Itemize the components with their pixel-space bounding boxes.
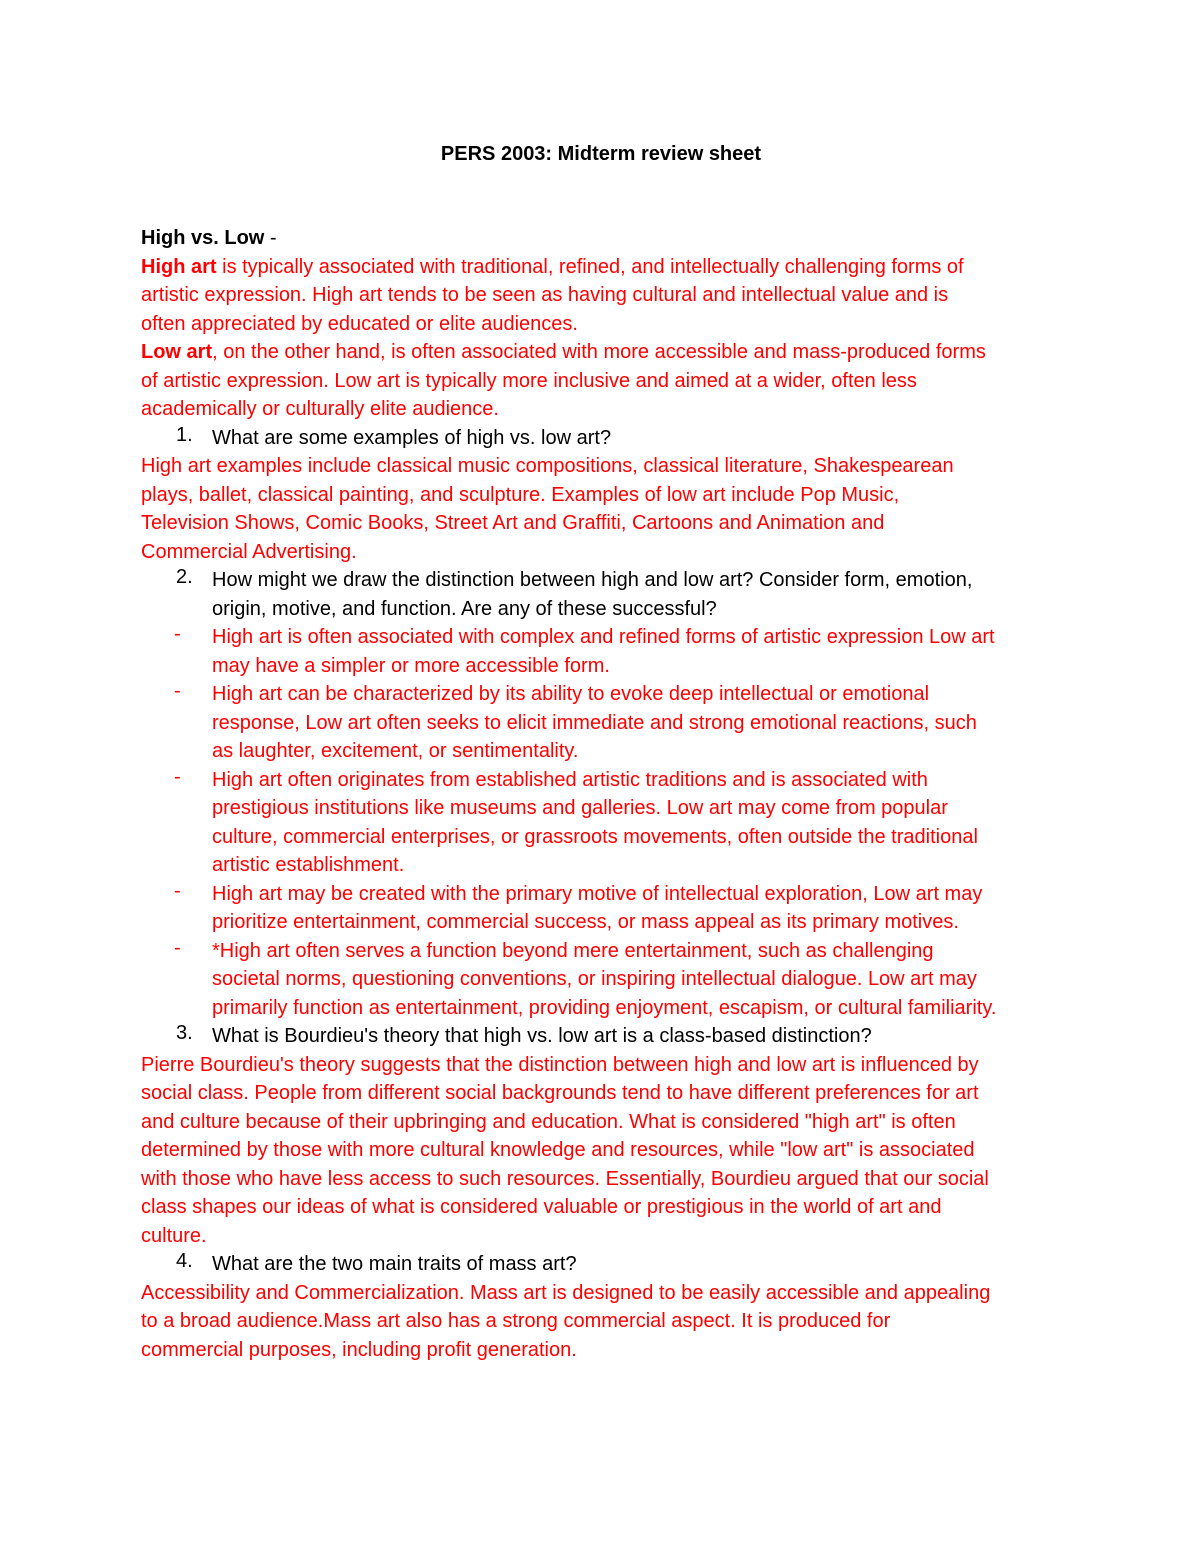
section-heading-text: High vs. Low [141,227,265,249]
answer-bullet-form [141,623,1061,680]
question-1 [141,424,1061,453]
bullet-dash: - [174,623,181,645]
answer-line: with those who have less access to such resources. Essentially, Bourdieu argued that our social [141,1167,989,1190]
bullet-line: culture, commercial enterprises, or grassroots movements, often outside the traditional [212,825,978,848]
answer-line: culture. [141,1224,207,1247]
answer-bullet-motive [141,880,1061,937]
high-art-def-line: often appreciated by educated or elite audiences. [141,312,578,335]
question-line: What are the two main traits of mass art? [212,1253,577,1275]
bullet-dash: - [174,680,181,702]
answer-line: determined by those with more cultural knowledge and resources, while "low art" is associated [141,1139,975,1161]
bullet-line: High art often originates from established artistic traditions and is associated with [212,768,928,791]
answer-line: to a broad audience.Mass art also has a strong commercial aspect. It is produced for [141,1310,891,1332]
question-number: 3. [176,1022,193,1044]
answer-line: Pierre Bourdieu's theory suggests that the distinction between high and low art is influenced by [141,1053,979,1076]
low-art-def-line: , on the other hand, is often associated with more accessible and mass-produced forms [212,341,986,363]
bullet-line: primarily function as entertainment, providing enjoyment, escapism, or cultural familiarity. [212,996,997,1019]
answer-line: Commercial Advertising. [141,540,357,563]
question-4 [141,1250,1061,1279]
answer-2-list [141,623,1061,1022]
question-2 [141,566,1061,623]
question-number: 1. [176,423,193,446]
bullet-line: as laughter, excitement, or sentimentality. [212,740,579,762]
section-heading [141,224,1061,253]
section-heading-dash: - [264,227,277,249]
question-number: 4. [176,1250,193,1272]
question-3 [141,1022,1061,1051]
answer-line: Accessibility and Commercialization. Mass art is designed to be easily accessible and appealing [141,1281,991,1304]
bullet-dash: - [174,936,181,959]
question-line: What are some examples of high vs. low art? [212,426,612,449]
answer-bullet-origin [141,766,1061,880]
question-line: What is Bourdieu's theory that high vs. low art is a class-based distinction? [212,1025,872,1047]
bullet-line: High art may be created with the primary motive of intellectual exploration, Low art may [212,882,983,905]
bullet-line: societal norms, questioning conventions, or inspiring intellectual dialogue. Low art may [212,968,977,990]
bullet-line: prioritize entertainment, commercial success, or mass appeal as its primary motives. [212,911,959,933]
question-line: How might we draw the distinction between high and low art? Consider form, emotion, [212,569,973,591]
low-art-term: Low art [141,341,213,363]
bullet-line: prestigious institutions like museums and galleries. Low art may come from popular [212,797,948,819]
question-line: origin, motive, and function. Are any of these successful? [212,597,717,620]
answer-line: and culture because of their upbringing and education. What is considered "high art" is often [141,1110,956,1133]
answer-line: social class. People from different social backgrounds tend to have different preferences for art [141,1082,979,1104]
question-number: 2. [176,566,193,588]
low-art-def-line: academically or culturally elite audience. [141,398,499,420]
bullet-line: may have a simpler or more accessible form. [212,654,610,677]
high-art-definition [141,253,1061,339]
low-art-def-line: of artistic expression. Low art is typically more inclusive and aimed at a wider, often less [141,369,917,392]
bullet-dash: - [174,879,181,902]
bullet-line: High art is often associated with complex and refined forms of artistic expression Low art [212,626,995,648]
high-art-term: High art [141,255,217,278]
answer-4 [141,1279,1061,1365]
high-art-def-line: artistic expression. High art tends to be seen as having cultural and intellectual value and is [141,284,949,306]
answer-3 [141,1051,1061,1251]
answer-line: commercial purposes, including profit generation. [141,1338,577,1361]
bullet-line: artistic establishment. [212,854,405,876]
answer-line: plays, ballet, classical painting, and sculpture. Examples of low art include Pop Music, [141,483,900,506]
bullet-line: *High art often serves a function beyond mere entertainment, such as challenging [212,939,934,962]
high-art-def-line: is typically associated with traditional, refined, and intellectually challenging forms of [216,255,964,278]
answer-1 [141,452,1061,566]
answer-line: Television Shows, Comic Books, Street Art and Graffiti, Cartoons and Animation and [141,512,885,534]
answer-bullet-function [141,937,1061,1023]
page-title: PERS 2003: Midterm review sheet [440,143,762,165]
document-page [141,138,1061,1364]
answer-line: High art examples include classical music compositions, classical literature, Shakespearean [141,455,954,477]
bullet-line: High art can be characterized by its ability to evoke deep intellectual or emotional [212,683,930,705]
bullet-dash: - [174,765,181,788]
answer-line: class shapes our ideas of what is considered valuable or prestigious in the world of art and [141,1196,942,1218]
answer-bullet-emotion [141,680,1061,766]
low-art-definition [141,338,1061,424]
bullet-line: response, Low art often seeks to elicit immediate and strong emotional reactions, such [212,711,977,734]
